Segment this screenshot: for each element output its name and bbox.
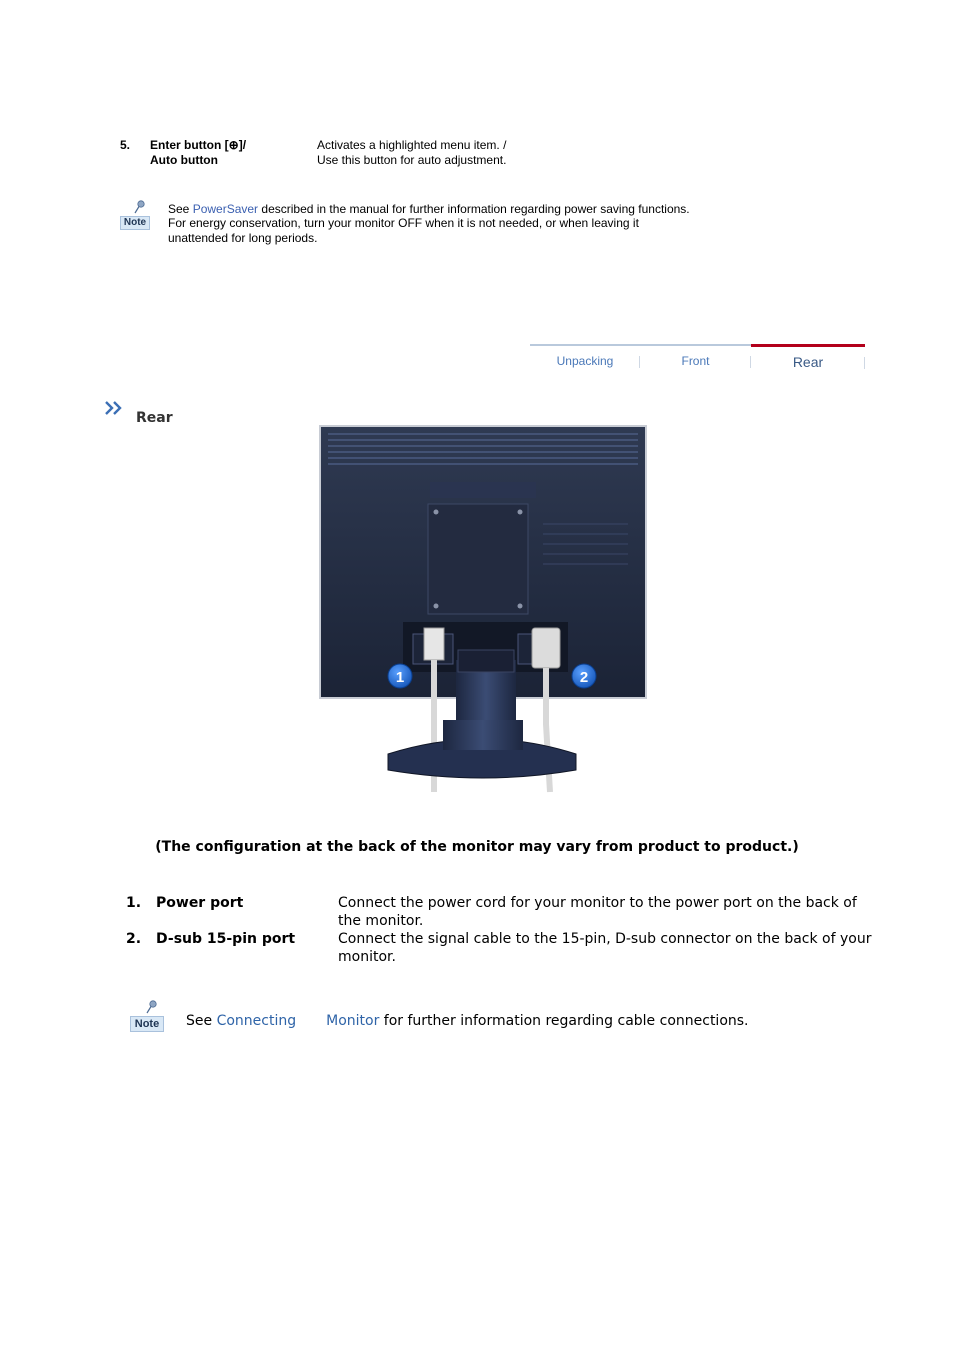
tab-rear[interactable] xyxy=(751,344,865,372)
pin-icon xyxy=(134,200,146,214)
port1-desc-line2: the monitor. xyxy=(338,913,424,929)
monitor-rear-image xyxy=(318,424,648,794)
note1-line3: unattended for long periods. xyxy=(168,231,318,245)
port1-desc-line1: Connect the power cord for your monitor to the power port on the back of xyxy=(338,895,857,911)
note2-text xyxy=(186,1012,749,1030)
pin-icon-2 xyxy=(146,1000,158,1014)
port1-number: 1. xyxy=(126,895,142,911)
item-name-end: ]/ xyxy=(238,138,247,152)
item-number: 5. xyxy=(120,138,131,152)
connecting-link[interactable]: Connecting xyxy=(216,1013,297,1029)
figure-caption: (The configuration at the back of the monitor may vary from product to product.) xyxy=(155,839,799,855)
tab-rear-label: Rear xyxy=(792,354,824,370)
note-icon-2 xyxy=(130,1000,164,1032)
tab-bar xyxy=(530,344,865,372)
item-name-line1 xyxy=(150,138,246,153)
note1-prefix: See xyxy=(168,202,193,216)
double-chevron-icon xyxy=(104,400,126,416)
tab-unpacking-label: Unpacking xyxy=(556,354,614,368)
port1-name: Power port xyxy=(156,895,244,911)
note2-suffix: for further information regarding cable connections. xyxy=(379,1013,749,1029)
tab-front-label: Front xyxy=(681,354,710,368)
note2-prefix: See xyxy=(186,1013,217,1029)
note1-line2: For energy conservation, turn your monitor OFF when it is not needed, or when leaving it xyxy=(168,216,639,230)
callout-2: 2 xyxy=(579,669,589,686)
note2-label: Note xyxy=(130,1016,164,1032)
tab-front[interactable] xyxy=(640,344,751,372)
item-desc-line2: Use this button for auto adjustment. xyxy=(317,153,507,167)
port2-name: D-sub 15-pin port xyxy=(156,931,296,947)
port2-desc-line2: monitor. xyxy=(338,949,396,965)
note1-line1 xyxy=(168,202,690,217)
note-icon xyxy=(120,200,150,230)
item-desc-line1: Activates a highlighted menu item. / xyxy=(317,138,507,152)
note1-suffix: described in the manual for further information regarding power saving functions. xyxy=(258,202,690,216)
tab-unpacking[interactable] xyxy=(530,344,640,372)
monitor-link[interactable]: Monitor xyxy=(326,1013,380,1029)
section-title: Rear xyxy=(136,410,173,426)
callout-1: 1 xyxy=(395,669,405,686)
item-name-line2: Auto button xyxy=(150,153,218,167)
port2-desc-line1: Connect the signal cable to the 15-pin, D-sub connector on the back of your xyxy=(338,931,872,947)
port2-number: 2. xyxy=(126,931,142,947)
note-label: Note xyxy=(120,216,150,230)
item-name-text: Enter button [ xyxy=(150,138,229,152)
powersaver-link[interactable]: PowerSaver xyxy=(192,202,259,216)
enter-icon: ⊕ xyxy=(228,138,239,152)
